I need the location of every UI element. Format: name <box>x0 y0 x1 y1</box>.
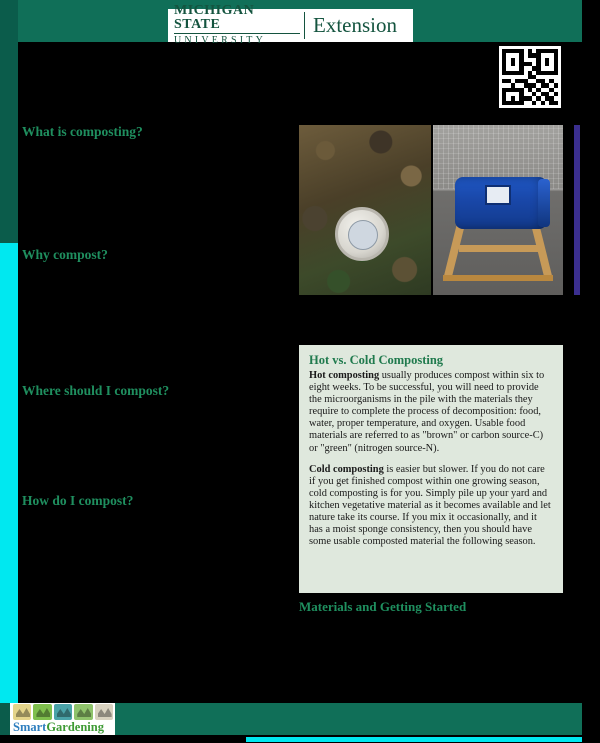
right-purple-accent <box>574 125 580 295</box>
left-cyan-accent <box>0 243 18 703</box>
tumbler-hatch <box>485 185 511 205</box>
section-heading-what-is-composting: What is composting? <box>22 124 143 139</box>
tumbler-stand-base <box>443 275 553 281</box>
callout-hot-label: Hot composting <box>309 370 380 381</box>
smart-gardening-wordmark <box>12 720 113 734</box>
callout-hot-vs-cold-composting <box>299 345 563 593</box>
section-heading-how-do-i-compost: How do I compost? <box>22 493 134 508</box>
smart-gardening-word-gardening: Gardening <box>46 720 104 734</box>
tumbler-end-cap <box>538 179 550 227</box>
seed-icon <box>13 704 31 720</box>
callout-paragraph-hot <box>309 370 553 455</box>
leaf-icon <box>33 704 51 720</box>
smart-gardening-icon-row <box>12 704 113 720</box>
callout-cold-label: Cold composting <box>309 463 384 475</box>
qr-code-pattern <box>502 49 558 105</box>
tumbler-barrel <box>455 177 547 229</box>
compost-tumbler-photo <box>433 125 563 295</box>
extension-label: Extension <box>313 13 397 37</box>
footer-dark-block <box>0 735 246 743</box>
msu-wordmark <box>168 3 304 46</box>
msu-logo-line1: MICHIGAN STATE <box>174 4 300 34</box>
section-heading-why-compost: Why compost? <box>22 247 108 262</box>
section-heading-materials-and-getting-started: Materials and Getting Started <box>299 599 467 614</box>
water-icon <box>54 704 72 720</box>
thermometer-needle <box>362 224 373 238</box>
compost-thermometer-photo <box>299 125 431 295</box>
callout-hot-text: usually produces compost within six to eight weeks. To be successful, you will need to provide the microorganisms in the pile with the materials they require to complete the process of decomposition: food, water, proper temperature, and oxygen. Usable food materials are referred to as "brown" or carbon source-C) or "green" (nitrogen source-N). <box>309 370 545 454</box>
smart-gardening-logo <box>10 703 115 735</box>
msu-logo-line2: UNIVERSITY <box>174 35 266 46</box>
footer-cyan-accent <box>246 737 582 742</box>
soil-icon <box>95 704 113 720</box>
msu-extension-logo <box>168 3 413 46</box>
plant-icon <box>74 704 92 720</box>
callout-paragraph-cold <box>309 464 553 549</box>
qr-code-icon[interactable] <box>499 46 561 108</box>
photo-row <box>299 125 563 295</box>
callout-cold-text: is easier but slower. If you do not care if you get finished compost within one growing season, cold composting is for you. Simply pile up your yard and kitchen vegetative material as it becomes available and let nature take its course. If you mix it occasionally, and it has a moist sponge consistency, then you should have some usable composted material the following season. <box>309 463 551 548</box>
tumbler-stand-crossbar <box>459 245 539 252</box>
callout-title: Hot vs. Cold Composting <box>309 353 444 367</box>
compost-thermometer-dial <box>335 207 389 261</box>
smart-gardening-word-smart: Smart <box>13 720 47 734</box>
section-heading-where-should-i-compost: Where should I compost? <box>22 383 170 398</box>
